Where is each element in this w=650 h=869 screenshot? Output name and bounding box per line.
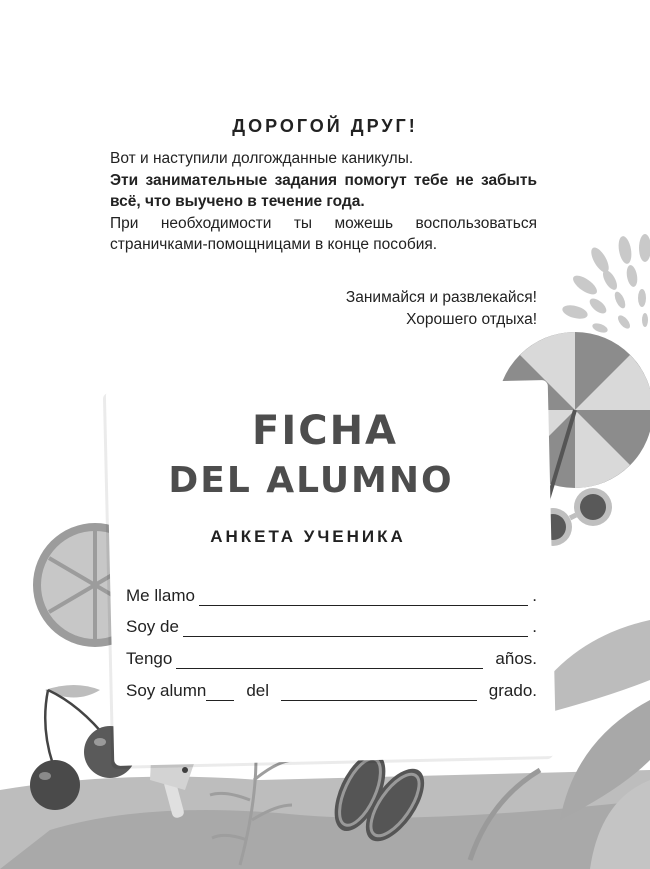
age-input-line[interactable] — [176, 652, 483, 669]
greeting-title: ДОРОГОЙ ДРУГ! — [232, 116, 418, 136]
gender-ending-line[interactable] — [206, 684, 234, 701]
name-input-line[interactable] — [199, 589, 528, 606]
form-row-origin — [126, 613, 537, 637]
name-end: . — [532, 586, 537, 605]
signoff — [346, 287, 537, 331]
intro-text — [110, 148, 537, 256]
sunburst-dots-icon — [561, 234, 650, 334]
grade-input-line[interactable] — [281, 684, 477, 701]
form-row-grade — [126, 677, 537, 701]
card-subtitle: АНКЕТА УЧЕНИКА — [210, 527, 406, 546]
form-row-age — [126, 645, 537, 669]
signoff-line-1: Занимайся и развлекайся! — [345, 289, 537, 306]
age-end: años. — [495, 649, 537, 668]
card-title-line-2: DEL ALUMNO — [168, 460, 454, 501]
intro-paragraph-2: Эти занимательные задания помогут тебе не забыть всё, что выучено в течение года. — [110, 171, 537, 210]
signoff-line-2: Хорошего отдыха! — [406, 311, 537, 328]
age-label: Tengo — [126, 649, 173, 668]
origin-end: . — [532, 617, 537, 636]
del-label: del — [246, 681, 270, 700]
name-label: Me llamo — [126, 586, 195, 605]
grade-end: grado. — [488, 681, 537, 700]
form-row-name — [126, 582, 537, 606]
card-title-line-1: FICHA — [252, 408, 398, 454]
alumn-label: Soy alumn — [126, 681, 207, 700]
origin-label: Soy de — [126, 617, 179, 636]
intro-paragraph-1: Вот и наступили долгожданные каникулы. — [110, 150, 414, 167]
origin-input-line[interactable] — [183, 620, 528, 637]
intro-paragraph-3: При необходимости ты можешь воспользоваться страничками-помощницами в конце пособия. — [110, 214, 537, 253]
